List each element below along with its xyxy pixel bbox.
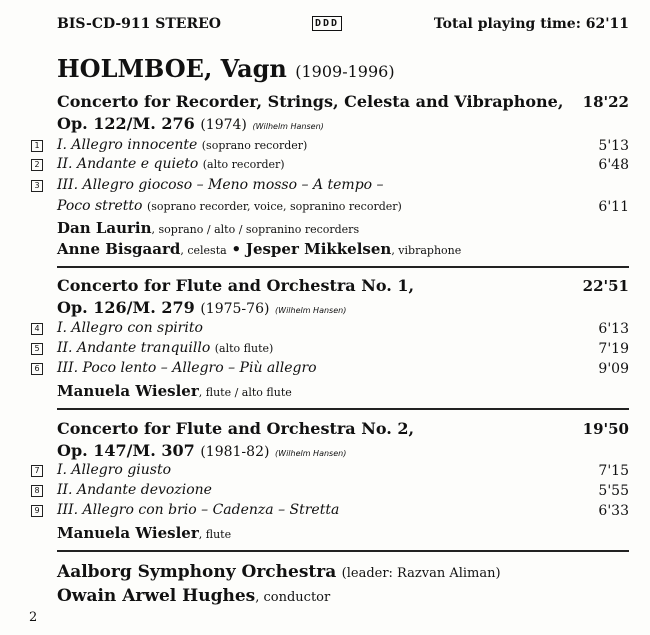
track-3-duration: 6'11 [598, 199, 629, 215]
performer-role: , celesta [180, 244, 227, 257]
track-title: III. Allegro con brio – Cadenza – Stretta [57, 502, 340, 518]
performer-line [57, 240, 461, 258]
conductor-role: , conductor [255, 590, 331, 605]
work-2-publisher: (Wilhelm Hansen) [275, 306, 347, 315]
work-1-title-line2 [57, 114, 324, 133]
track-title: II. Andante e quieto [57, 156, 199, 172]
track-note: (alto flute) [214, 342, 274, 355]
track-7-duration: 7'15 [598, 463, 629, 479]
orchestra-name: Aalborg Symphony Orchestra [57, 562, 337, 582]
track-8 [57, 482, 212, 498]
performer-name: Manuela Wiesler [57, 524, 199, 542]
performer-line [57, 219, 359, 237]
track-5-duration: 7'19 [598, 341, 629, 357]
track-8-duration: 5'55 [598, 483, 629, 499]
work-2-title-line1: Concerto for Flute and Orchestra No. 1, [57, 276, 415, 295]
work-2-year: (1975-76) [200, 301, 270, 317]
composer-name: HOLMBOE, Vagn [57, 54, 287, 83]
performer-name: Dan Laurin [57, 219, 152, 237]
track-number-box: 5 [31, 343, 43, 355]
composer-heading [57, 54, 395, 83]
track-9-duration: 6'33 [598, 503, 629, 519]
work-3-title-line2 [57, 441, 346, 460]
track-5 [57, 340, 273, 356]
conductor-line [57, 586, 330, 606]
track-title: III. Allegro giocoso – Meno mosso – A tempo – [57, 177, 384, 193]
work-3-publisher: (Wilhelm Hansen) [275, 449, 347, 458]
work-2-title-line2 [57, 298, 346, 317]
performer-line [57, 382, 292, 400]
work-1-publisher: (Wilhelm Hansen) [252, 122, 324, 131]
divider [57, 408, 629, 410]
performer-line [57, 524, 231, 542]
track-2-duration: 6'48 [598, 157, 629, 173]
page-number: 2 [29, 610, 38, 625]
orchestra-line [57, 562, 501, 582]
work-3-opus: Op. 147/M. 307 [57, 441, 195, 460]
track-note: (alto recorder) [202, 158, 285, 171]
total-playing-time: Total playing time: 62'11 [433, 16, 629, 32]
track-9 [57, 502, 339, 518]
track-title: II. Andante devozione [57, 482, 212, 498]
work-3-title-line1: Concerto for Flute and Orchestra No. 2, [57, 419, 415, 438]
work-1-title-line1: Concerto for Recorder, Strings, Celesta and Vibraphone, [57, 92, 564, 111]
track-7 [57, 462, 171, 478]
track-1-duration: 5'13 [598, 138, 629, 154]
composer-dates: (1909-1996) [295, 62, 395, 81]
track-6 [57, 360, 317, 376]
performer-role: , vibraphone [391, 244, 462, 257]
performer-role: , flute / alto flute [198, 386, 292, 399]
track-title: I. Allegro con spirito [57, 320, 203, 336]
separator-bullet: • [231, 240, 242, 258]
work-2-opus: Op. 126/M. 279 [57, 298, 195, 317]
track-title: I. Allegro giusto [57, 462, 172, 478]
conductor-name: Owain Arwel Hughes [57, 586, 256, 606]
divider [57, 266, 629, 268]
work-2-duration: 22'51 [582, 277, 629, 295]
track-4 [57, 320, 203, 336]
track-note: (soprano recorder) [201, 139, 308, 152]
track-1 [57, 137, 307, 153]
track-number-box: 2 [31, 159, 43, 171]
catalog-number: BIS-CD-911 STEREO [57, 16, 221, 32]
work-1-duration: 18'22 [582, 93, 629, 111]
track-4-duration: 6'13 [598, 321, 629, 337]
work-3-duration: 19'50 [582, 420, 629, 438]
work-3-year: (1981-82) [200, 444, 270, 460]
track-number-box: 3 [31, 180, 43, 192]
performer-name: Anne Bisgaard [57, 240, 181, 258]
divider [57, 550, 629, 552]
performer-role: , soprano / alto / sopranino recorders [151, 223, 360, 236]
track-title-cont: Poco stretto [57, 198, 143, 214]
track-number-box: 6 [31, 363, 43, 375]
track-title: III. Poco lento – Allegro – Più allegro [57, 360, 317, 376]
track-number-box: 1 [31, 140, 43, 152]
orchestra-leader: (leader: Razvan Aliman) [341, 566, 501, 581]
ddd-badge: DDD [312, 16, 342, 31]
track-title: I. Allegro innocente [57, 137, 198, 153]
track-3-cont [57, 198, 402, 214]
track-number-box: 8 [31, 485, 43, 497]
performer-role: , flute [198, 528, 232, 541]
work-1-opus: Op. 122/M. 276 [57, 114, 195, 133]
track-6-duration: 9'09 [598, 361, 629, 377]
track-number-box: 4 [31, 323, 43, 335]
performer-name: Manuela Wiesler [57, 382, 199, 400]
track-2 [57, 156, 285, 172]
work-1-year: (1974) [200, 117, 247, 133]
track-number-box: 9 [31, 505, 43, 517]
track-note: (soprano recorder, voice, sopranino recorder) [146, 200, 402, 213]
track-title: II. Andante tranquillo [57, 340, 211, 356]
performer-name: Jesper Mikkelsen [245, 240, 392, 258]
track-number-box: 7 [31, 465, 43, 477]
track-3 [57, 177, 384, 193]
